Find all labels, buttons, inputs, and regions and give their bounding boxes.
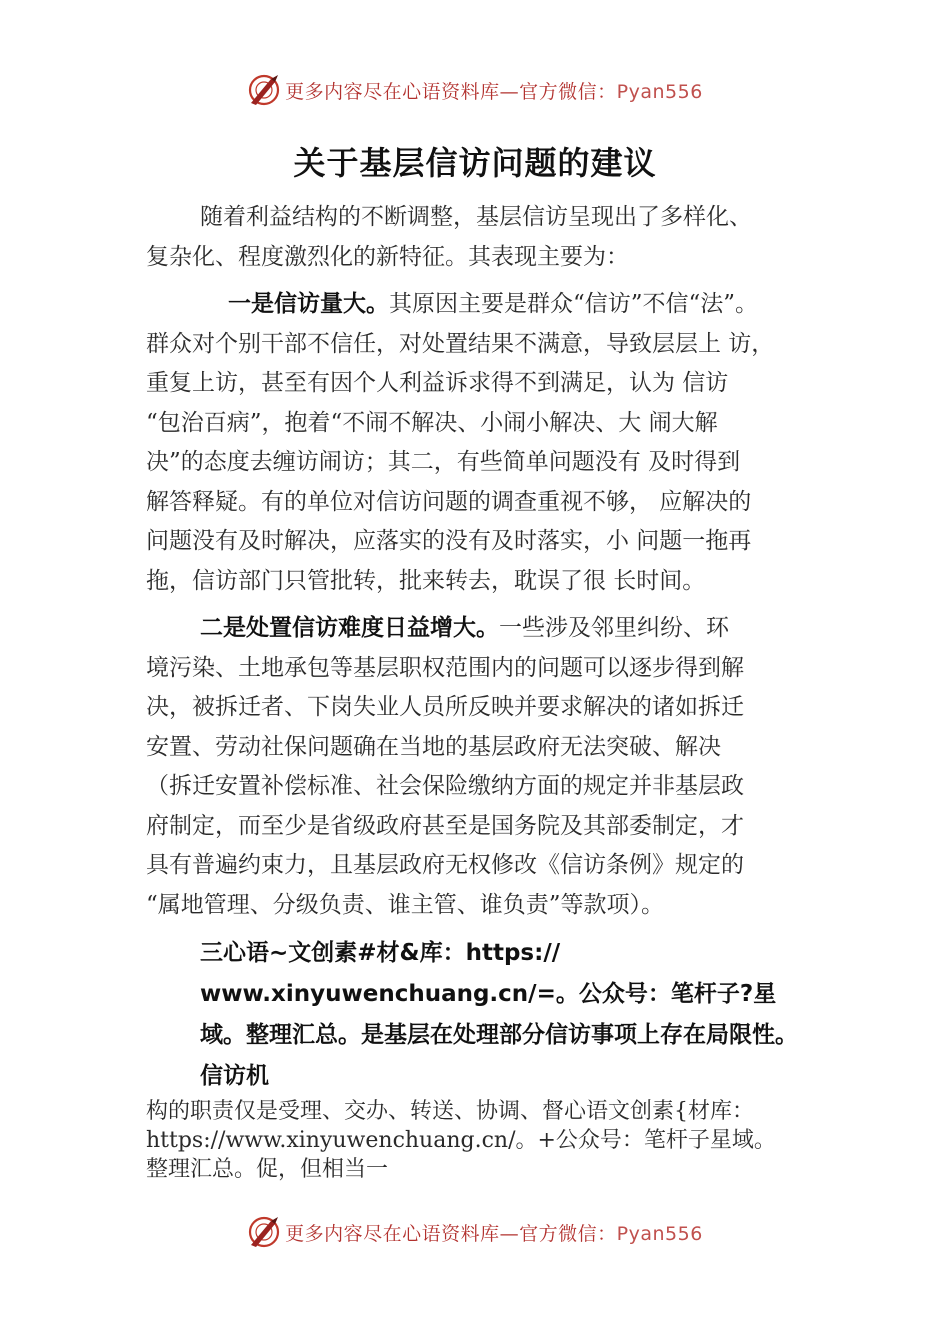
point1-line: “包治百病”，抱着“不闹不解决、小闹小解决、大 闹大解 [146, 409, 718, 436]
document-body [146, 198, 836, 1184]
point2-line: 具有普遍约束力，且基层政府无权修改《信访条例》规定的 [146, 852, 744, 878]
tail-line: 整理汇总。促，但相当一 [146, 1157, 389, 1182]
point2-line: “属地管理、分级负责、谁主管、谁负责”等款项）。 [146, 891, 665, 918]
point1-line: 问题没有及时解决，应落实的没有及时落实，小 问题一拖再 [146, 528, 752, 554]
bold-block-line: 三心语~文创素#材&库：https:// [200, 940, 561, 966]
point1-first-line: 一是信访量大。其原因主要是群众“信访”不信“法”。 [228, 291, 759, 317]
bold-block-line: 域。整理汇总。是基层在处理部分信访事项上存在局限性。 [200, 1022, 798, 1048]
intro-line: 复杂化、程度激烈化的新特征。其表现主要为： [146, 243, 629, 270]
tail-line: https://www.xinyuwenchuang.cn/。+公众号：笔杆子星域。 [146, 1128, 776, 1153]
bold-block-line: www.xinyuwenchuang.cn/=。公众号：笔杆子?星 [200, 981, 777, 1007]
point2-line: 决，被拆迁者、下岗失业人员所反映并要求解决的诸如拆迁 [146, 694, 744, 720]
intro-line: 随着利益结构的不断调整，基层信访呈现出了多样化、 [200, 204, 752, 230]
banner-text: 更多内容尽在心语资料库—官方微信：Pyan556 [285, 1222, 703, 1245]
bold-block-line: 信访机 [200, 1063, 269, 1089]
point1-heading: 一是信访量大。 [228, 291, 389, 317]
point1-line: 重复上访，甚至有因个人利益诉求得不到满足，认为 信访 [146, 370, 729, 396]
point2-line: 境污染、土地承包等基层职权范围内的问题可以逐步得到解 [146, 654, 744, 681]
point2-line: （拆迁安置补偿标准、社会保险缴纳方面的规定并非基层政 [146, 773, 744, 799]
banner-wechat-id: Pyan556 [616, 80, 703, 103]
point1-line: 群众对个别干部不信任，对处置结果不满意，导致层层上 访， [146, 330, 775, 357]
point2-line: 府制定，而至少是省级政府甚至是国务院及其部委制定，才 [146, 812, 744, 839]
point2-first-line: 二是处置信访难度日益增大。一些涉及邻里纠纷、环 [200, 615, 729, 641]
document-title: 关于基层信访问题的建议 [293, 144, 657, 182]
banner-wechat-id: Pyan556 [616, 1222, 703, 1245]
brush-logo-icon [247, 73, 281, 107]
tail-line: 构的职责仅是受理、交办、转送、协调、督心语文创素{材库： [146, 1099, 754, 1124]
brush-logo-icon [247, 1215, 281, 1249]
footer-watermark-banner [0, 1212, 950, 1252]
point2-heading: 二是处置信访难度日益增大。 [200, 615, 499, 641]
point1-line: 决”的态度去缠访闹访；其二，有些简单问题没有 及时得到 [146, 449, 741, 475]
header-watermark-banner [0, 70, 950, 110]
point1-line: 拖，信访部门只管批转，批来转去，耽误了很 长时间。 [146, 567, 706, 594]
point1-line: 解答释疑。有的单位对信访问题的调查重视不够， 应解决的 [146, 488, 752, 515]
point2-line: 安置、劳动社保问题确在当地的基层政府无法突破、解决 [146, 733, 721, 760]
banner-text: 更多内容尽在心语资料库—官方微信：Pyan556 [285, 80, 703, 103]
